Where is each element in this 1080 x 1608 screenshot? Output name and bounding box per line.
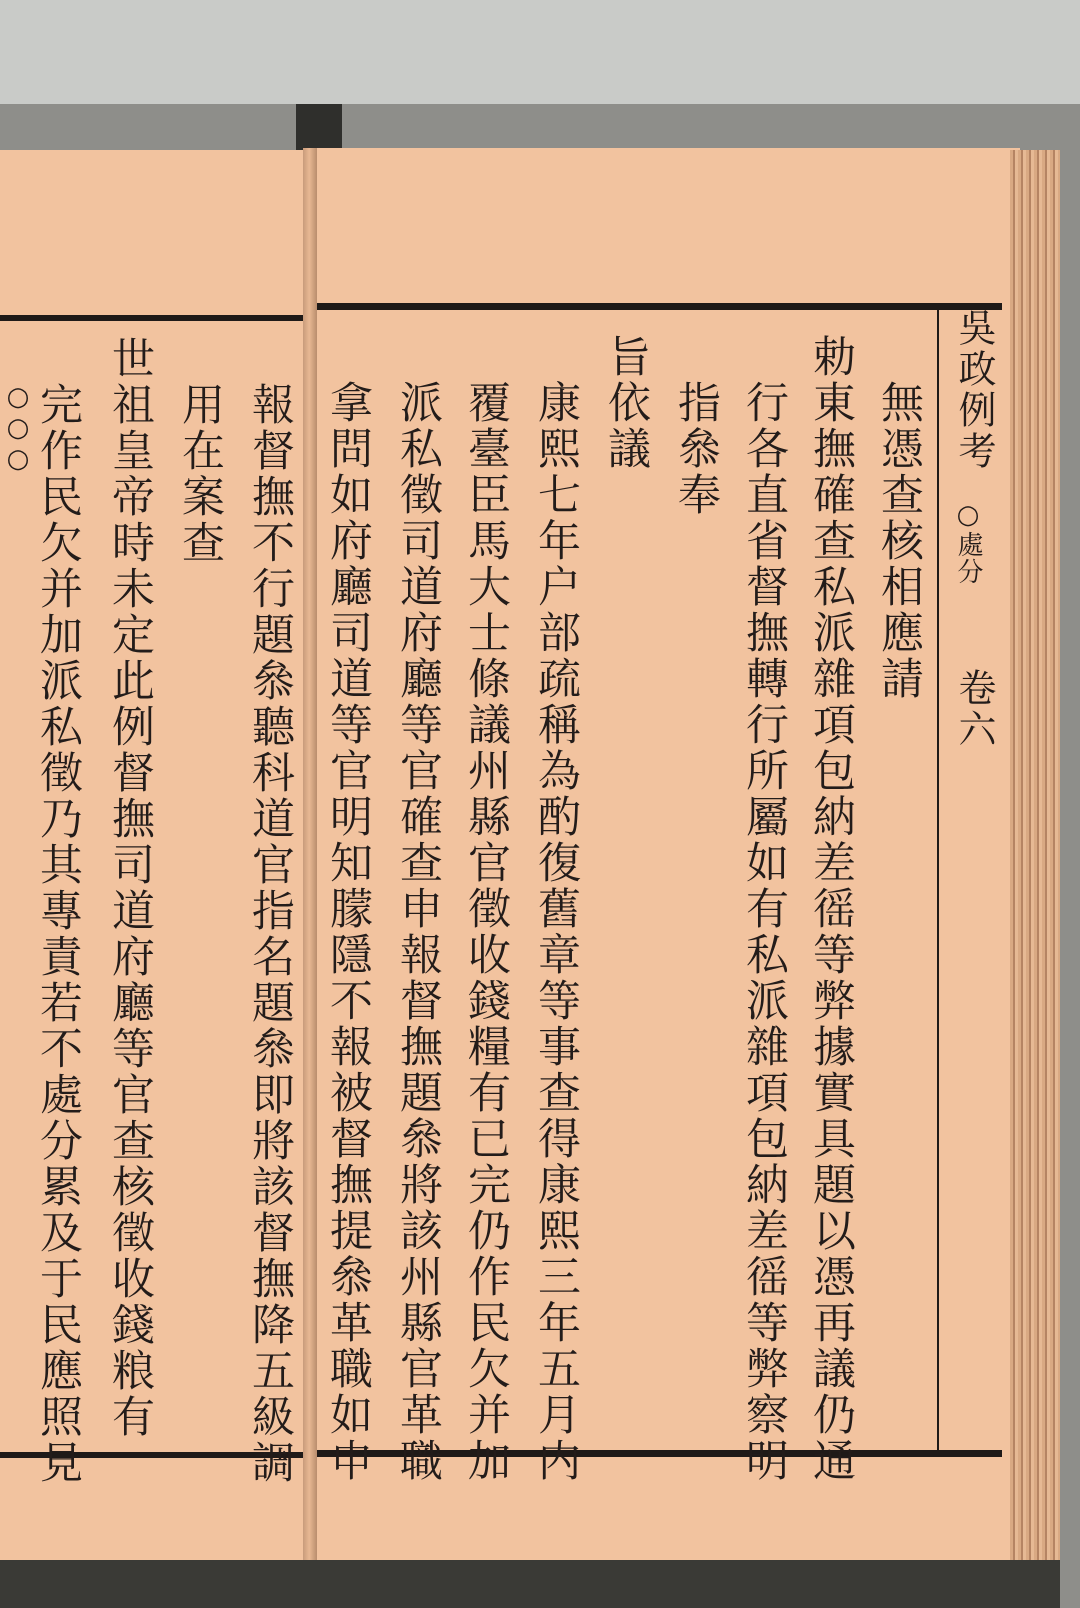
text-column: 世祖皇帝時未定此例督撫司道府廳等官查核徵收錢粮有 [105,336,155,1440]
left-page [0,150,310,1570]
book-title: 吳政例考 [952,308,996,472]
text-column: 指叅奉 [671,380,721,518]
text-column: 拿問如府廳司道等官明知朦隱不報被督撫提叅革職如申 [323,380,373,1484]
text-column: 報督撫不行題叅聽科道官指名題叅即將該督撫降五級調 [245,382,295,1486]
section-label: ○處分 [953,500,983,585]
text-column: 用在案查 [175,382,225,566]
book-spine [303,148,317,1573]
header-column-divider [937,308,939,1450]
scanner-background-top [0,0,1080,104]
text-column: 旨依議 [601,334,651,472]
top-border-rule [312,303,1002,310]
text-column: 完作民欠并加派私徵乃其專責若不處分累及于民應照見 [33,382,83,1486]
right-page [312,148,1020,1573]
text-column: 行各直省督撫轉行所屬如有私派雜項包納差徭等弊察明 [739,380,789,1484]
text-column: 勅東撫確查私派雜項包納差徭等弊據實具題以憑再議仍通 [806,334,856,1484]
text-column: 派私徵司道府廳等官確查申報督撫題叅將該州縣官革職 [393,380,443,1484]
gutter-shadow [296,104,342,152]
top-border-rule [0,315,310,321]
volume-label: 卷六 [952,668,996,750]
marginal-marks: ○○○ [3,382,33,475]
text-column: 康熙七年户部疏稱為酌復舊章等事查得康熙三年五月内 [531,380,581,1484]
bottom-shadow [0,1560,1060,1608]
page-edges [1010,150,1060,1560]
text-column: 覆臺臣馬大士條議州縣官徵收錢糧有已完仍作民欠并加 [461,380,511,1484]
text-column: 無憑查核相應請 [874,380,924,702]
